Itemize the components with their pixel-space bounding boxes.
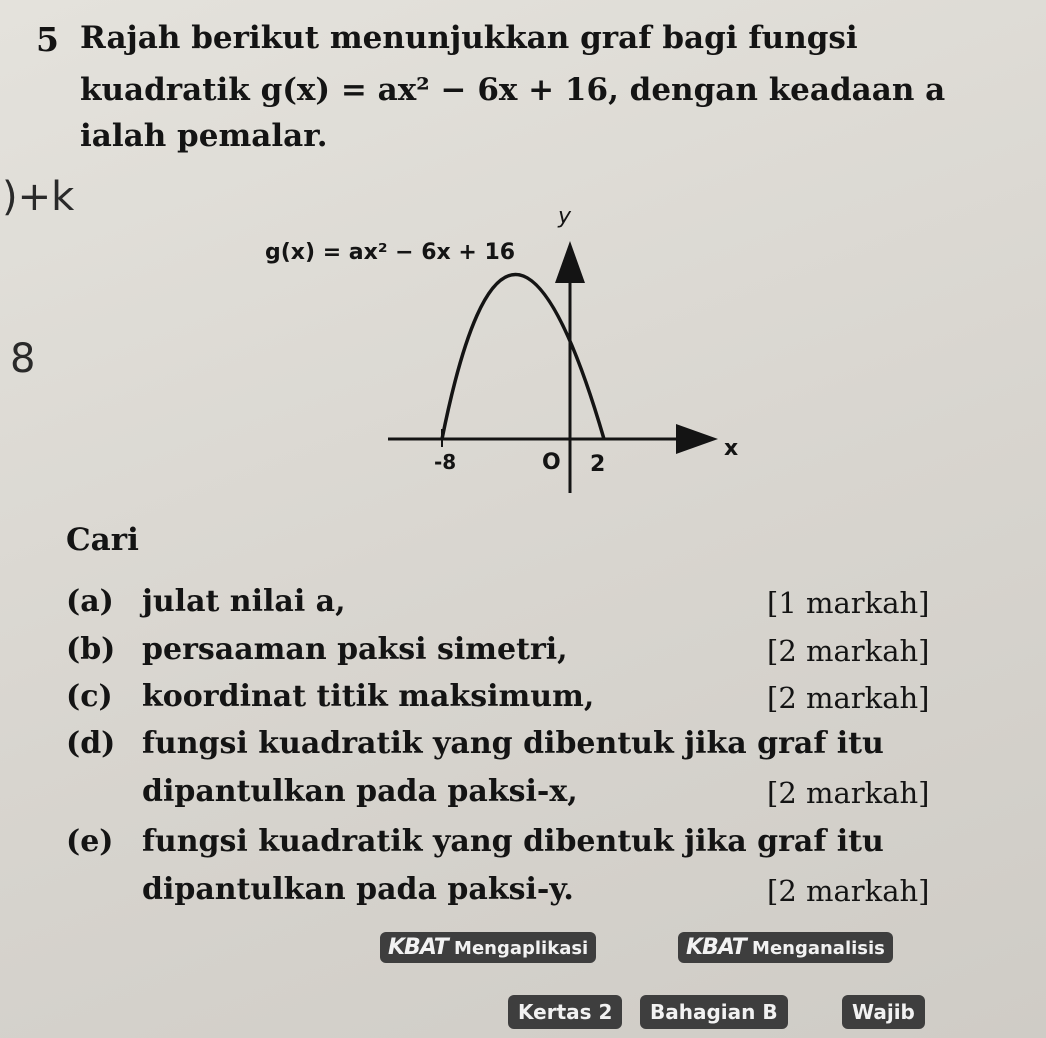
part-c-marks: [2 markah]: [767, 681, 930, 715]
parabola-curve: [442, 275, 604, 440]
part-a-text: julat nilai a,: [142, 584, 346, 619]
part-b-label: (b): [66, 632, 116, 667]
mengaplikasi-label: Mengaplikasi: [454, 938, 589, 959]
question-line-1: Rajah berikut menunjukkan graf bagi fungsi: [80, 20, 858, 56]
part-a-marks: [1 markah]: [767, 586, 930, 620]
part-d-text: fungsi kuadratik yang dibentuk jika graf itu: [142, 726, 884, 761]
prompt-cari: Cari: [66, 522, 139, 558]
handwritten-note-2: 8: [10, 336, 36, 382]
part-c-text: koordinat titik maksimum,: [142, 679, 595, 714]
root-right-label: 2: [590, 452, 606, 477]
part-b-text: persaaman paksi simetri,: [142, 632, 568, 667]
part-a-label: (a): [66, 584, 114, 619]
part-e-text-2: dipantulkan pada paksi-y.: [142, 872, 574, 907]
part-e-text: fungsi kuadratik yang dibentuk jika graf itu: [142, 824, 884, 859]
kbat-menganalisis-badge: [678, 932, 893, 963]
kertas-badge: Kertas 2: [508, 995, 622, 1029]
handwritten-note-1: )+k: [2, 174, 75, 220]
kbat-mengaplikasi-badge: [380, 932, 596, 963]
part-d-text-2: dipantulkan pada paksi-x,: [142, 774, 578, 809]
part-c-label: (c): [66, 679, 113, 714]
part-d-label: (d): [66, 726, 116, 761]
wajib-badge: Wajib: [842, 995, 925, 1029]
x-axis-label: x: [724, 436, 739, 461]
part-d-marks: [2 markah]: [767, 776, 930, 810]
question-line-3: ialah pemalar.: [80, 118, 328, 154]
part-b-marks: [2 markah]: [767, 634, 930, 668]
bahagian-badge: Bahagian B: [640, 995, 788, 1029]
function-label: g(x) = ax² − 6x + 16: [265, 240, 516, 265]
menganalisis-label: Menganalisis: [752, 938, 885, 959]
kbat-label-2: KBAT: [686, 935, 746, 960]
origin-label: O: [542, 450, 561, 475]
question-line-2: kuadratik g(x) = ax² − 6x + 16, dengan keadaan a: [80, 72, 946, 108]
quadratic-graph: [250, 195, 750, 495]
part-e-label: (e): [66, 824, 114, 859]
y-axis-label: y: [558, 204, 572, 229]
question-number: 5: [36, 20, 59, 59]
root-left-label: -8: [434, 450, 457, 474]
part-e-marks: [2 markah]: [767, 874, 930, 908]
kbat-label-1: KBAT: [388, 935, 448, 960]
